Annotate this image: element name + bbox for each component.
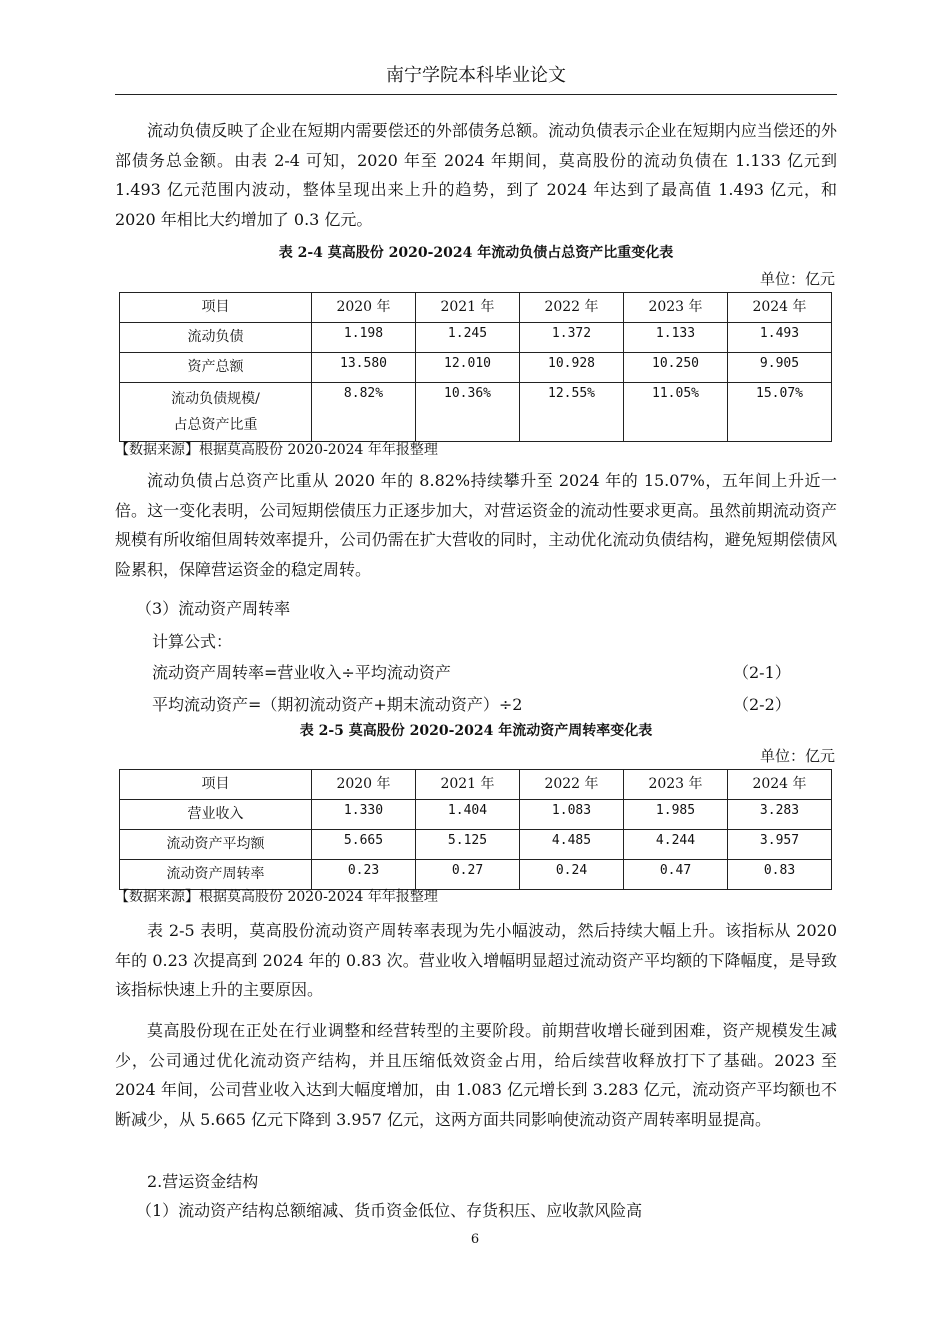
header-cell: 2022 年: [520, 293, 624, 323]
section-heading-2: 2.营运资金结构: [147, 1172, 259, 1191]
paragraph-transformation: 莫高股份现在正处在行业调整和经营转型的主要阶段。前期营收增长碰到困难，资产规模发生减少，公司通过优化流动资产结构，并且压缩低效资金占用，给后续营收释放打下了基础。2023 至 2024 年间，公司营业收入达到大幅度增加，由 1.083 亿元增长到 3.283 亿元，流动资产平均额也不断减少，从 5.665 亿元下降到 3.957 亿元，这两方面共同影响使流动资产周转率明显提高。: [115, 1021, 837, 1129]
table-cell: 5.125: [416, 830, 520, 860]
paragraph-liability-ratio: 流动负债占总资产比重从 2020 年的 8.82%持续攀升至 2024 年的 15.07%，五年间上升近一倍。这一变化表明，公司短期偿债压力正逐步加大，对营运资金的流动性要求更高。虽然前期流动资产规模有所收缩但周转效率提升，公司仍需在扩大营收的同时，主动优化流动负债结构，避免短期偿债风险累积，保障营运资金的稳定周转。: [115, 471, 837, 579]
table-cell: 3.283: [728, 800, 832, 830]
table-cell: 15.07%: [728, 383, 832, 442]
formula-intro: 计算公式：: [152, 632, 233, 651]
row-label: 营业收入: [120, 800, 312, 830]
header-cell: 项目: [120, 770, 312, 800]
table-cell: 1.985: [624, 800, 728, 830]
table-2-4: [119, 292, 832, 442]
table-cell: 1.198: [312, 323, 416, 353]
table-row: [120, 383, 832, 442]
table-cell: 1.083: [520, 800, 624, 830]
header-rule: [115, 94, 837, 95]
formula-2-1-number: （2-1）: [733, 663, 791, 682]
formula-2-1: 流动资产周转率=营业收入÷平均流动资产: [152, 663, 451, 682]
table-2-4-source: 【数据来源】根据莫高股份 2020-2024 年年报整理: [115, 442, 438, 458]
table-cell: 10.928: [520, 353, 624, 383]
table-2-4-caption: 表 2-4 莫高股份 2020-2024 年流动负债占总资产比重变化表: [278, 245, 674, 261]
table-cell: 4.244: [624, 830, 728, 860]
table-cell: 0.83: [728, 860, 832, 890]
table-cell: 11.05%: [624, 383, 728, 442]
table-cell: 5.665: [312, 830, 416, 860]
table-2-5-unit: 单位：亿元: [759, 747, 835, 765]
table-cell: 4.485: [520, 830, 624, 860]
table-row: [120, 800, 832, 830]
header-cell: 2020 年: [312, 770, 416, 800]
table-row: [120, 353, 832, 383]
row-label: 流动资产平均额: [120, 830, 312, 860]
header-cell: 项目: [120, 293, 312, 323]
header-cell: 2024 年: [728, 770, 832, 800]
formula-2-2-number: （2-2）: [733, 695, 791, 714]
section-heading-3: （3）流动资产周转率: [136, 599, 291, 618]
header-cell: 2021 年: [416, 770, 520, 800]
row-label: 流动资产周转率: [120, 860, 312, 890]
formula-2-2: 平均流动资产=（期初流动资产+期末流动资产）÷2: [152, 695, 523, 714]
header-cell: 2024 年: [728, 293, 832, 323]
subsection-heading-1: （1）流动资产结构总额缩减、货币资金低位、存货积压、应收款风险高: [136, 1201, 643, 1220]
page-number: 6: [470, 1232, 480, 1247]
table-2-4-unit: 单位：亿元: [759, 270, 835, 288]
table-2-5-source: 【数据来源】根据莫高股份 2020-2024 年年报整理: [115, 889, 438, 905]
table-header-row: [120, 770, 832, 800]
paragraph-current-liabilities: 流动负债反映了企业在短期内需要偿还的外部债务总额。流动负债表示企业在短期内应当偿还的外部债务总金额。由表 2-4 可知，2020 年至 2024 年期间，莫高股份的流动负债在 1.133 亿元到 1.493 亿元范围内波动，整体呈现出来上升的趋势，到了 2024 年达到了最高值 1.493 亿元，和 2020 年相比大约增加了 0.3 亿元。: [115, 121, 837, 229]
table-cell: 3.957: [728, 830, 832, 860]
table-cell: 0.27: [416, 860, 520, 890]
table-cell: 0.24: [520, 860, 624, 890]
table-cell: 1.493: [728, 323, 832, 353]
running-header: 南宁学院本科毕业论文: [386, 65, 566, 86]
table-cell: 1.245: [416, 323, 520, 353]
table-cell: 12.55%: [520, 383, 624, 442]
header-cell: 2023 年: [624, 293, 728, 323]
row-label: 流动负债: [120, 323, 312, 353]
header-cell: 2023 年: [624, 770, 728, 800]
table-cell: 1.404: [416, 800, 520, 830]
paragraph-turnover-analysis: 表 2-5 表明，莫高股份流动资产周转率表现为先小幅波动，然后持续大幅上升。该指标从 2020 年的 0.23 次提高到 2024 年的 0.83 次。营业收入增幅明显超过流动资产平均额的下降幅度，是导致该指标快速上升的主要原因。: [115, 921, 837, 999]
table-cell: 10.36%: [416, 383, 520, 442]
row-label: 流动负债规模/ 占总资产比重: [120, 383, 312, 442]
row-label: 资产总额: [120, 353, 312, 383]
table-row: [120, 860, 832, 890]
table-2-5-caption: 表 2-5 莫高股份 2020-2024 年流动资产周转率变化表: [299, 723, 653, 739]
table-cell: 0.47: [624, 860, 728, 890]
table-row: [120, 323, 832, 353]
table-cell: 13.580: [312, 353, 416, 383]
header-cell: 2022 年: [520, 770, 624, 800]
table-header-row: [120, 293, 832, 323]
header-cell: 2020 年: [312, 293, 416, 323]
table-cell: 0.23: [312, 860, 416, 890]
table-cell: 1.330: [312, 800, 416, 830]
table-2-5: [119, 769, 832, 890]
table-cell: 8.82%: [312, 383, 416, 442]
table-cell: 12.010: [416, 353, 520, 383]
table-cell: 10.250: [624, 353, 728, 383]
table-cell: 1.133: [624, 323, 728, 353]
table-cell: 9.905: [728, 353, 832, 383]
table-cell: 1.372: [520, 323, 624, 353]
header-cell: 2021 年: [416, 293, 520, 323]
table-row: [120, 830, 832, 860]
